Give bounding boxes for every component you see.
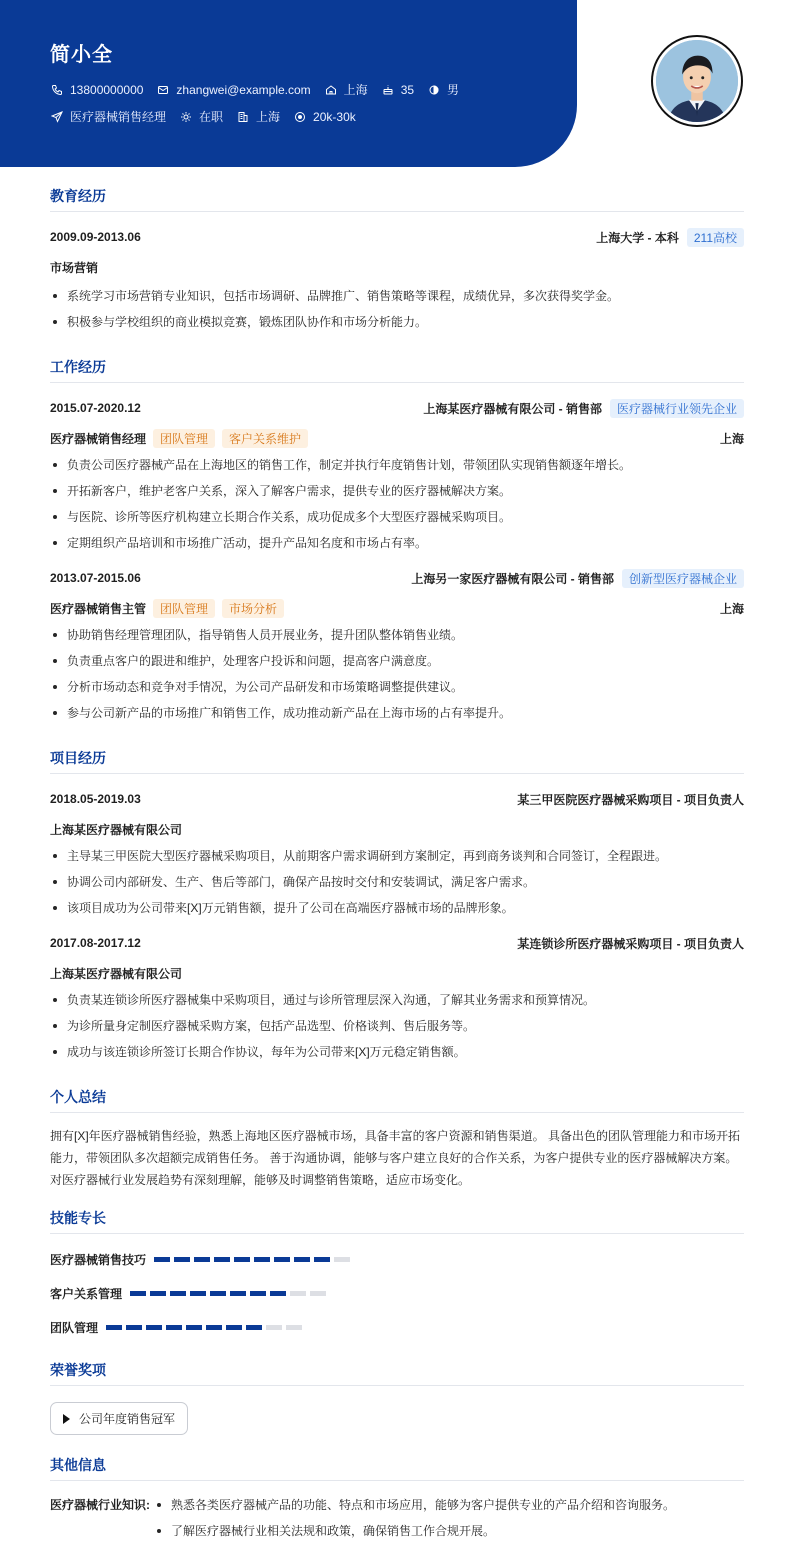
- work-period: 2015.07-2020.12: [50, 401, 141, 415]
- resume-content: [50, 186, 744, 1549]
- work-item: [50, 569, 744, 721]
- other-title: 其他信息: [50, 1455, 744, 1481]
- person-icon: [656, 40, 738, 122]
- education-bullets: [50, 288, 744, 330]
- list-item: 为诊所量身定制医疗器械采购方案，包括产品选型、价格谈判、售后服务等。: [50, 1018, 744, 1034]
- skill-segment: [130, 1291, 146, 1296]
- work-section: [50, 357, 744, 721]
- skill-segment: [146, 1325, 162, 1330]
- award-item: [50, 1402, 188, 1435]
- skill-segment: [334, 1257, 350, 1262]
- role-tag: 客户关系维护: [222, 429, 308, 448]
- project-bullets: [50, 848, 744, 916]
- salary-info: [293, 110, 356, 124]
- location-info: [324, 81, 368, 98]
- project-org: 上海某医疗器械有限公司: [50, 822, 183, 837]
- job-intent-row: [50, 108, 369, 125]
- work-period: 2013.07-2015.06: [50, 571, 141, 585]
- major-row: [50, 258, 744, 276]
- skills-section: [50, 1208, 744, 1352]
- skill-segment: [214, 1257, 230, 1262]
- cake-icon: [381, 83, 395, 97]
- project-period: 2017.08-2017.12: [50, 936, 141, 950]
- list-item: 定期组织产品培训和市场推广活动，提升产品知名度和市场占有率。: [50, 535, 744, 551]
- skill-item: [50, 1284, 404, 1302]
- list-item: 开拓新客户，维护老客户关系，深入了解客户需求，提供专业的医疗器械解决方案。: [50, 483, 744, 499]
- skill-segment: [274, 1257, 290, 1262]
- phone-info: [50, 83, 143, 97]
- project-org: 上海某医疗器械有限公司: [50, 966, 183, 981]
- work-company: 上海另一家医疗器械有限公司 - 销售部: [411, 571, 614, 586]
- skill-segment: [186, 1325, 202, 1330]
- target-city-info: [236, 108, 280, 125]
- building-icon: [236, 110, 250, 124]
- work-company-wrap: [423, 399, 744, 418]
- age-text: 35: [400, 82, 415, 97]
- work-title: 工作经历: [50, 357, 744, 383]
- skill-segment: [206, 1325, 222, 1330]
- list-item: 该项目成功为公司带来[X]万元销售额，提升了公司在高端医疗器械市场的品牌形象。: [50, 900, 744, 916]
- project-bullets: [50, 992, 744, 1060]
- project-item: [50, 790, 744, 916]
- skill-segment: [226, 1325, 242, 1330]
- header-banner: [0, 0, 577, 167]
- list-item: 负责公司医疗器械产品在上海地区的销售工作，制定并执行年度销售计划，带领团队实现销售额逐年增长。: [50, 457, 744, 473]
- skill-segment: [314, 1257, 330, 1262]
- skill-level-bar: [130, 1291, 330, 1296]
- list-item: 分析市场动态和竞争对手情况，为公司产品研发和市场策略调整提供建议。: [50, 679, 744, 695]
- skill-segment: [194, 1257, 210, 1262]
- other-section: [50, 1455, 744, 1549]
- education-section: [50, 186, 744, 330]
- work-item: [50, 399, 744, 551]
- skills-title: 技能专长: [50, 1208, 744, 1234]
- project-item: [50, 934, 744, 1060]
- other-info: [50, 1497, 744, 1549]
- role-tag: 团队管理: [153, 429, 215, 448]
- status-info: [179, 108, 223, 125]
- home-icon: [324, 83, 338, 97]
- project-title: 项目经历: [50, 748, 744, 774]
- list-item: 积极参与学校组织的商业模拟竞赛，锻炼团队协作和市场分析能力。: [50, 314, 744, 330]
- target-city-text: 上海: [256, 110, 281, 124]
- list-item: 熟悉各类医疗器械产品的功能、特点和市场应用，能够为客户提供专业的产品介绍和咨询服务。: [154, 1497, 675, 1513]
- skill-segment: [250, 1291, 266, 1296]
- school-tag: 211高校: [687, 228, 744, 247]
- work-bullets: [50, 457, 744, 551]
- coin-icon: [293, 110, 307, 124]
- skill-name: 医疗器械销售技巧: [50, 1252, 147, 1267]
- skill-item: [50, 1318, 404, 1336]
- education-major: 市场营销: [50, 260, 99, 275]
- skill-segment: [106, 1325, 122, 1330]
- work-city: 上海: [719, 601, 744, 616]
- email-text: zhangwei@example.com: [176, 82, 311, 97]
- project-name: 某连锁诊所医疗器械采购项目 - 项目负责人: [517, 936, 744, 951]
- skill-segment: [270, 1291, 286, 1296]
- gender-icon: [427, 83, 441, 97]
- summary-section: [50, 1087, 744, 1191]
- role-tag: 市场分析: [222, 599, 284, 618]
- list-item: 负责重点客户的跟进和维护，处理客户投诉和问题，提高客户满意度。: [50, 653, 744, 669]
- role-tag: 团队管理: [153, 599, 215, 618]
- list-item: 成功与该连锁诊所签订长期合作协议，每年为公司带来[X]万元稳定销售额。: [50, 1044, 744, 1060]
- list-item: 与医院、诊所等医疗机构建立长期合作关系，成功促成多个大型医疗器械采购项目。: [50, 509, 744, 525]
- project-header-row: [50, 790, 744, 808]
- list-item: 了解医疗器械行业相关法规和政策，确保销售工作合规开展。: [154, 1523, 675, 1539]
- gender-info: [427, 81, 459, 98]
- project-section: [50, 748, 744, 1060]
- skill-name: 团队管理: [50, 1320, 99, 1335]
- email-info: [156, 83, 310, 97]
- other-bullets: [154, 1497, 675, 1549]
- skill-segment: [174, 1257, 190, 1262]
- work-bullets: [50, 627, 744, 721]
- list-item: 主导某三甲医院大型医疗器械采购项目，从前期客户需求调研到方案制定，再到商务谈判和合同签订，全程跟进。: [50, 848, 744, 864]
- triangle-right-icon: [63, 1414, 70, 1424]
- status-text: 在职: [199, 110, 224, 124]
- work-header-row: [50, 399, 744, 417]
- honors-section: [50, 1360, 744, 1435]
- target-job-text: 医疗器械销售经理: [70, 110, 167, 124]
- skill-level-bar: [154, 1257, 354, 1262]
- status-icon: [179, 110, 193, 124]
- work-role-row: [50, 599, 744, 617]
- avatar-photo: [656, 40, 738, 122]
- project-period: 2018.05-2019.03: [50, 792, 141, 806]
- skill-segment: [254, 1257, 270, 1262]
- skill-segment: [150, 1291, 166, 1296]
- work-header-row: [50, 569, 744, 587]
- award-text: 公司年度销售冠军: [79, 1412, 176, 1426]
- work-role-wrap: [50, 429, 308, 448]
- work-company: 上海某医疗器械有限公司 - 销售部: [423, 401, 602, 416]
- work-city: 上海: [719, 431, 744, 446]
- list-item: 协助销售经理管理团队，指导销售人员开展业务，提升团队整体销售业绩。: [50, 627, 744, 643]
- honors-title: 荣誉奖项: [50, 1360, 744, 1386]
- skill-segment: [290, 1291, 306, 1296]
- list-item: 参与公司新产品的市场推广和销售工作，成功推动新产品在上海市场的占有率提升。: [50, 705, 744, 721]
- summary-title: 个人总结: [50, 1087, 744, 1113]
- candidate-name: 简小全: [50, 44, 113, 66]
- skill-segment: [266, 1325, 282, 1330]
- target-job-info: [50, 108, 166, 125]
- skill-segment: [246, 1325, 262, 1330]
- project-org-row: [50, 820, 744, 838]
- mail-icon: [156, 83, 170, 97]
- skills-list: [50, 1250, 744, 1352]
- salary-text: 20k-30k: [313, 109, 356, 124]
- skill-segment: [294, 1257, 310, 1262]
- work-role: 医疗器械销售主管: [50, 601, 147, 616]
- list-item: 负责某连锁诊所医疗器械集中采购项目，通过与诊所管理层深入沟通，了解其业务需求和预算情况。: [50, 992, 744, 1008]
- other-label: 医疗器械行业知识:: [50, 1498, 150, 1512]
- education-row: [50, 228, 744, 246]
- skill-item: [50, 1250, 404, 1268]
- phone-text: 13800000000: [70, 82, 144, 97]
- skill-segment: [230, 1291, 246, 1296]
- list-item: 协调公司内部研发、生产、售后等部门，确保产品按时交付和安装调试，满足客户需求。: [50, 874, 744, 890]
- education-school: 上海大学 - 本科: [596, 230, 679, 245]
- skill-segment: [166, 1325, 182, 1330]
- work-role-row: [50, 429, 744, 447]
- skill-segment: [234, 1257, 250, 1262]
- project-org-row: [50, 964, 744, 982]
- age-info: [381, 83, 414, 97]
- work-role: 医疗器械销售经理: [50, 431, 147, 446]
- skill-segment: [170, 1291, 186, 1296]
- project-name: 某三甲医院医疗器械采购项目 - 项目负责人: [517, 792, 744, 807]
- skill-segment: [310, 1291, 326, 1296]
- education-period: 2009.09-2013.06: [50, 230, 141, 244]
- work-company-wrap: [411, 569, 744, 588]
- project-header-row: [50, 934, 744, 952]
- skill-segment: [126, 1325, 142, 1330]
- education-school-wrap: [596, 228, 744, 247]
- phone-icon: [50, 83, 64, 97]
- skill-segment: [190, 1291, 206, 1296]
- education-title: 教育经历: [50, 186, 744, 212]
- avatar: [651, 35, 743, 127]
- gender-text: 男: [447, 83, 460, 97]
- skill-segment: [210, 1291, 226, 1296]
- list-item: 系统学习市场营销专业知识，包括市场调研、品牌推广、销售策略等课程，成绩优异，多次获得奖学金。: [50, 288, 744, 304]
- work-role-wrap: [50, 599, 284, 618]
- summary-text: 拥有[X]年医疗器械销售经验，熟悉上海地区医疗器械市场，具备丰富的客户资源和销售渠道。 具备出色的团队管理能力和市场开拓能力，带领团队多次超额完成销售任务。 善于沟通协调，能够与客户建立良好的合作关系，为客户提供专业的医疗器械解决方案。 对医疗器械行业发展趋势有深刻理解，能够及时调整销售策略，适应市场变化。: [50, 1129, 741, 1187]
- skill-segment: [286, 1325, 302, 1330]
- contact-row: [50, 81, 472, 98]
- skill-segment: [154, 1257, 170, 1262]
- company-tag: 创新型医疗器械企业: [622, 569, 744, 588]
- location-text: 上海: [343, 83, 368, 97]
- skill-name: 客户关系管理: [50, 1286, 123, 1301]
- company-tag: 医疗器械行业领先企业: [610, 399, 744, 418]
- send-icon: [50, 110, 64, 124]
- skill-level-bar: [106, 1325, 306, 1330]
